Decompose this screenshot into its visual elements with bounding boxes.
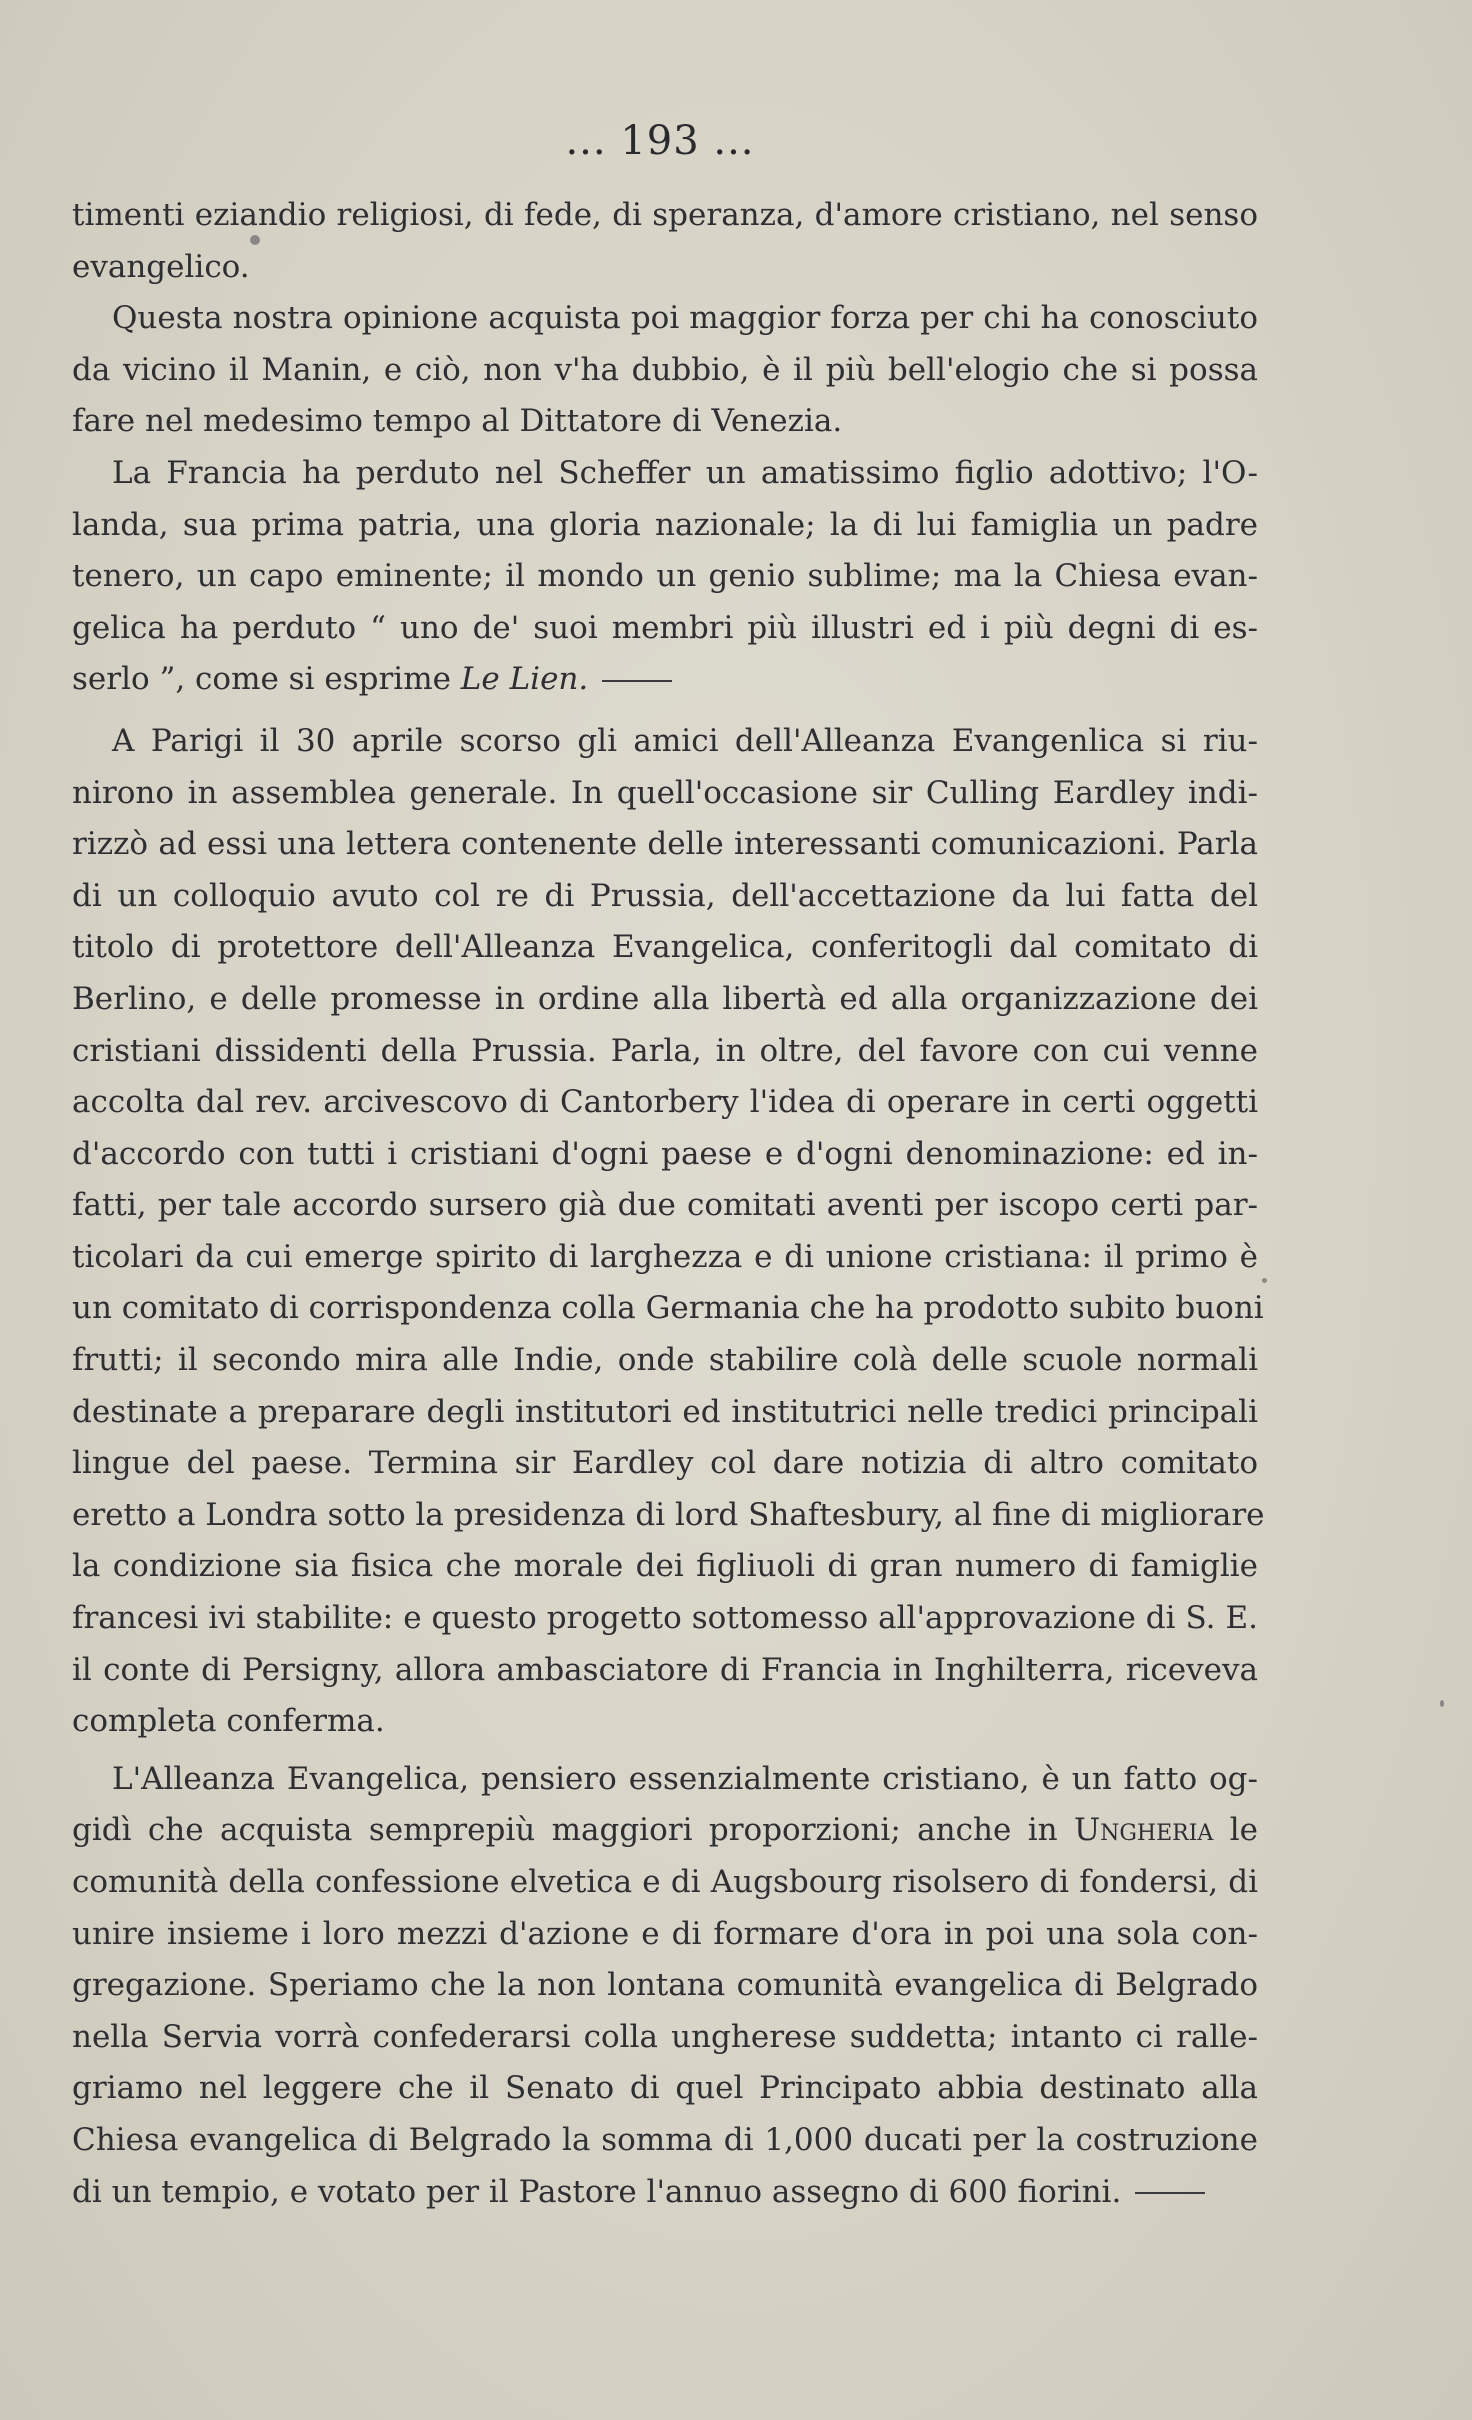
text-line: di un colloquio avuto col re di Prussia, dell'accettazione da lui fatta del [72, 877, 1258, 914]
text-line: rizzò ad essi una lettera contenente delle interessanti comunicazioni. Parla [72, 826, 1258, 863]
text-line: destinate a preparare degli institutori ed institutrici nelle tredici principali [72, 1393, 1258, 1430]
text-line: frutti; il secondo mira alle Indie, onde stabilire colà delle scuole normali [72, 1342, 1258, 1379]
text-line [72, 654, 1258, 706]
text-line: nella Servia vorrà confederarsi colla ungherese suddetta; intanto ci ralle- [72, 2018, 1258, 2055]
text-line: francesi ivi stabilite: e questo progetto sottomesso all'approvazione di S. E. [72, 1600, 1258, 1637]
text-line: Questa nostra opinione acquista poi maggior forza per chi ha conosciuto [112, 300, 1258, 337]
text-line: eretto a Londra sotto la presidenza di lord Shaftesbury, al fine di migliorare [72, 1496, 1265, 1533]
page-number: ... 193 ... [565, 118, 755, 164]
text-line: tenero, un capo eminente; il mondo un genio sublime; ma la Chiesa evan- [72, 558, 1258, 595]
text-line: gelica ha perduto “ uno de' suoi membri più illustri ed i più degni di es- [72, 609, 1258, 646]
text-line: cristiani dissidenti della Prussia. Parla, in oltre, del favore con cui venne [72, 1032, 1258, 1069]
text-line [72, 1805, 1258, 1857]
text-line: unire insieme i loro mezzi d'azione e di formare d'ora in poi una sola con- [72, 1915, 1258, 1952]
text-line: griamo nel leggere che il Senato di quel Principato abbia destinato alla [72, 2070, 1258, 2107]
text-line: lingue del paese. Termina sir Eardley col dare notizia di altro comitato [72, 1445, 1258, 1482]
text-line: A Parigi il 30 aprile scorso gli amici dell'Alleanza Evangenlica si riu- [112, 722, 1258, 759]
paragraph-4 [72, 716, 1265, 1748]
ink-speck [250, 235, 260, 245]
text-line: fatti, per tale accordo sursero già due comitati aventi per iscopo certi par- [72, 1187, 1258, 1224]
text-line: evangelico. [72, 248, 250, 285]
paragraph-5 [72, 1754, 1258, 2218]
text-run: gidì che acquista semprepiù maggiori proporzioni; anche in [72, 1812, 1074, 1849]
text-line: Chiesa evangelica di Belgrado la somma di 1,000 ducati per la costruzione [72, 2121, 1258, 2158]
text-line: titolo di protettore dell'Alleanza Evangelica, conferitogli dal comitato di [72, 929, 1258, 966]
country-name: Ungheria [1073, 1812, 1214, 1849]
text-line: comunità della confessione elvetica e di Augsbourg risolsero di fondersi, di [72, 1864, 1258, 1900]
text-line: Berlino, e delle promesse in ordine alla libertà ed alla organizzazione dei [72, 980, 1258, 1017]
text-line: timenti eziandio religiosi, di fede, di speranza, d'amore cristiano, nel senso [72, 197, 1258, 233]
text-line: il conte di Persigny, allora ambasciatore di Francia in Inghilterra, riceveva [72, 1651, 1258, 1688]
text-line: landa, sua prima patria, una gloria nazionale; la di lui famiglia un padre [72, 506, 1258, 543]
text-line: nirono in assemblea generale. In quell'occasione sir Culling Eardley indi- [72, 774, 1258, 811]
paragraph-2 [72, 293, 1258, 448]
ink-speck [1440, 1700, 1444, 1707]
text-line: accolta dal rev. arcivescovo di Cantorbery l'idea di operare in certi oggetti [72, 1084, 1258, 1121]
text-run: le [1213, 1812, 1258, 1849]
text-line: d'accordo con tutti i cristiani d'ogni paese e d'ogni denominazione: ed in- [72, 1135, 1258, 1172]
body-text [72, 190, 1265, 2218]
paragraph-3 [72, 448, 1258, 706]
section-rule [602, 680, 672, 682]
ink-speck [1262, 1278, 1267, 1283]
text-line: gregazione. Speriamo che la non lontana comunità evangelica di Belgrado [72, 1967, 1258, 2004]
text-line: completa conferma. [72, 1703, 385, 1740]
text-line: ticolari da cui emerge spirito di larghezza e di unione cristiana: il primo è [72, 1238, 1258, 1275]
text-line: L'Alleanza Evangelica, pensiero essenzialmente cristiano, è un fatto og- [112, 1760, 1258, 1797]
section-rule [1135, 2192, 1205, 2194]
text-line: fare nel medesimo tempo al Dittatore di Venezia. [72, 403, 843, 440]
text-line: La Francia ha perduto nel Scheffer un amatissimo figlio adottivo; l'O- [112, 454, 1258, 491]
text-line [72, 2167, 1258, 2219]
text-run: di un tempio, e votato per il Pastore l'annuo assegno di 600 fiorini. [72, 2173, 1122, 2210]
text-line: un comitato di corrispondenza colla Germania che ha prodotto subito buoni [72, 1290, 1264, 1327]
text-line: la condizione sia fisica che morale dei figliuoli di gran numero di famiglie [72, 1548, 1258, 1585]
text-run: serlo ”, come si esprime [72, 661, 461, 698]
text-line: da vicino il Manin, e ciò, non v'ha dubbio, è il più bell'elogio che si possa [72, 351, 1258, 388]
journal-title: Le Lien. [460, 661, 589, 698]
